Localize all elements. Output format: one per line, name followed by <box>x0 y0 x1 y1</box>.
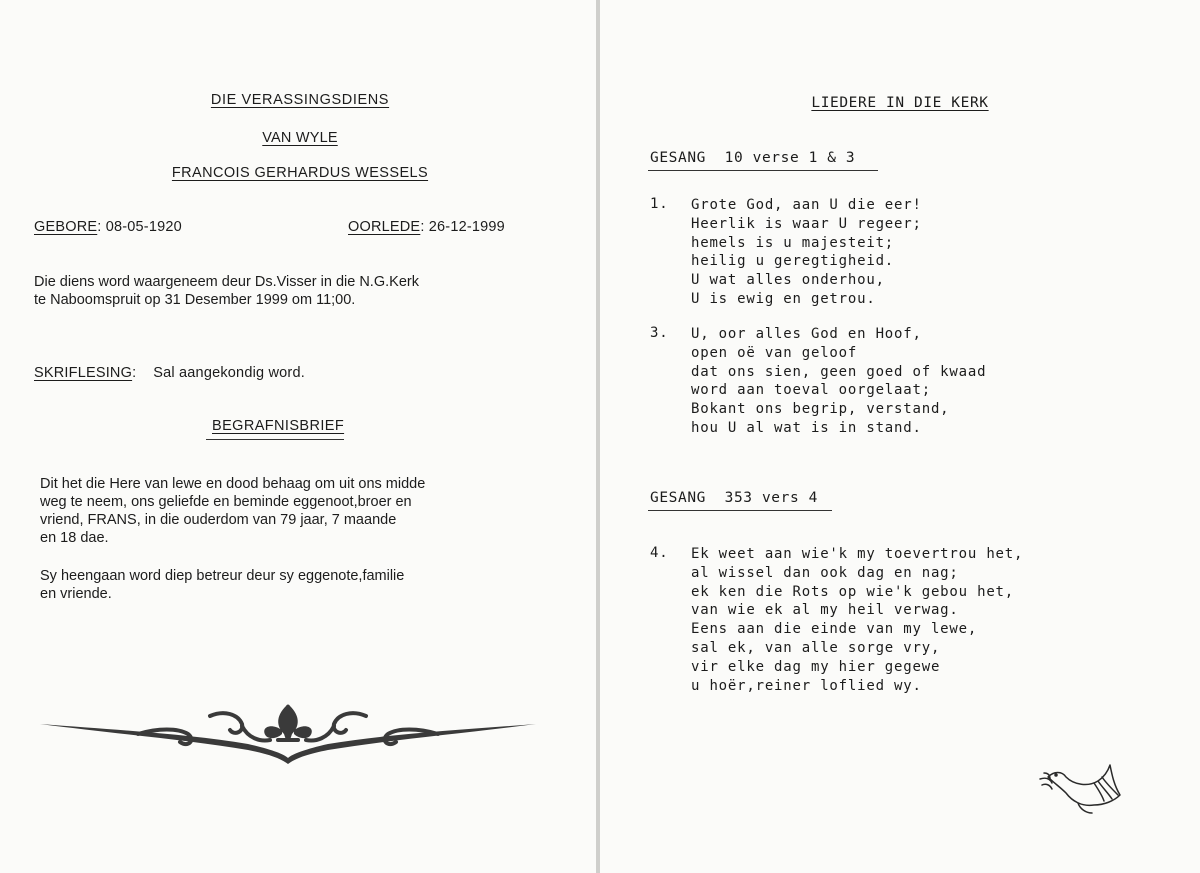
verse-number: 1. <box>650 196 669 212</box>
left-page <box>0 0 596 873</box>
verse-line: vir elke dag my hier gegewe <box>691 658 941 675</box>
hymn-10-verse-3 <box>691 325 986 438</box>
service-line: Die diens word waargeneem deur Ds.Visser in die N.G.Kerk <box>34 274 419 290</box>
born-label: GEBORE <box>34 219 98 235</box>
letter-body <box>40 475 425 547</box>
verse-line: van wie ek al my heil verwag. <box>691 602 959 619</box>
verse-line: sal ek, van alle sorge vry, <box>691 639 941 656</box>
grief-line: en vriende. <box>40 586 112 602</box>
reading-label: SKRIFLESING <box>34 365 133 381</box>
verse-line: U wat alles onderhou, <box>691 272 885 289</box>
reading-line <box>34 365 305 381</box>
letter-line: vriend, FRANS, in die ouderdom van 79 jaar, 7 maande <box>40 512 397 528</box>
grief-line: Sy heengaan word diep betreur deur sy eggenote,familie <box>40 568 405 584</box>
verse-line: al wissel dan ook dag en nag; <box>691 564 959 581</box>
van-wyle: VAN WYLE <box>262 130 338 146</box>
verse-number: 4. <box>650 545 669 561</box>
verse-number: 3. <box>650 325 669 341</box>
verse-line: open oë van geloof <box>691 344 858 361</box>
verse-line: Ek weet aan wie'k my toevertrou het, <box>691 546 1024 562</box>
verse-line: u hoër,reiner loflied wy. <box>691 677 922 694</box>
verse-line: hemels is u majesteit; <box>691 234 895 251</box>
service-title: DIE VERASSINGSDIENS <box>210 92 390 108</box>
verse-line: ek ken die Rots op wie'k gebou het, <box>691 583 1015 600</box>
service-line: te Naboomspruit op 31 Desember 1999 om 11;00. <box>34 292 356 308</box>
letter-title-rule <box>206 439 344 440</box>
letter-line: en 18 dae. <box>40 530 109 546</box>
verse-line: Eens aan die einde van my lewe, <box>691 621 978 638</box>
letter-line: Dit het die Here van lewe en dood behaag om uit ons midde <box>40 476 426 492</box>
letter-title: BEGRAFNISBRIEF <box>212 418 345 434</box>
grief-text <box>40 567 404 603</box>
verse-line: Heerlik is waar U regeer; <box>691 215 922 232</box>
reading-value: : Sal aangekondig word. <box>132 365 305 381</box>
hymn-10-verse-1 <box>691 196 922 309</box>
died-line <box>348 219 505 235</box>
service-details <box>34 273 419 309</box>
hymn-heading-10: GESANG 10 verse 1 & 3 <box>650 150 856 166</box>
verse-line: hou U al wat is in stand. <box>691 419 922 436</box>
fleur-de-lis-scroll-ornament-icon <box>38 700 538 770</box>
verse-line: U is ewig en getrou. <box>691 290 876 307</box>
hymn-heading-353-rule <box>648 510 832 511</box>
verse-line: dat ons sien, geen goed of kwaad <box>691 363 987 380</box>
born-date: : 08-05-1920 <box>97 219 182 235</box>
verse-line: U, oor alles God en Hoof, <box>691 326 922 342</box>
right-page <box>600 0 1200 873</box>
died-date: : 26-12-1999 <box>420 219 505 235</box>
verse-line: Grote God, aan U die eer! <box>691 197 922 213</box>
hymn-353-verse-4 <box>691 545 1023 695</box>
died-label: OORLEDE <box>348 219 421 235</box>
verse-line: Bokant ons begrip, verstand, <box>691 401 950 418</box>
verse-line: heilig u geregtigheid. <box>691 253 895 270</box>
hymn-heading-10-rule <box>648 170 878 171</box>
verse-line: word aan toeval oorgelaat; <box>691 382 931 399</box>
letter-line: weg te neem, ons geliefde en beminde eggenoot,broer en <box>40 494 412 510</box>
born-line <box>34 219 182 235</box>
songs-title: LIEDERE IN DIE KERK <box>811 95 989 111</box>
deceased-name: FRANCOIS GERHARDUS WESSELS <box>171 165 429 181</box>
hymn-heading-353: GESANG 353 vers 4 <box>650 490 818 506</box>
dove-with-olive-branch-icon <box>1038 755 1128 820</box>
